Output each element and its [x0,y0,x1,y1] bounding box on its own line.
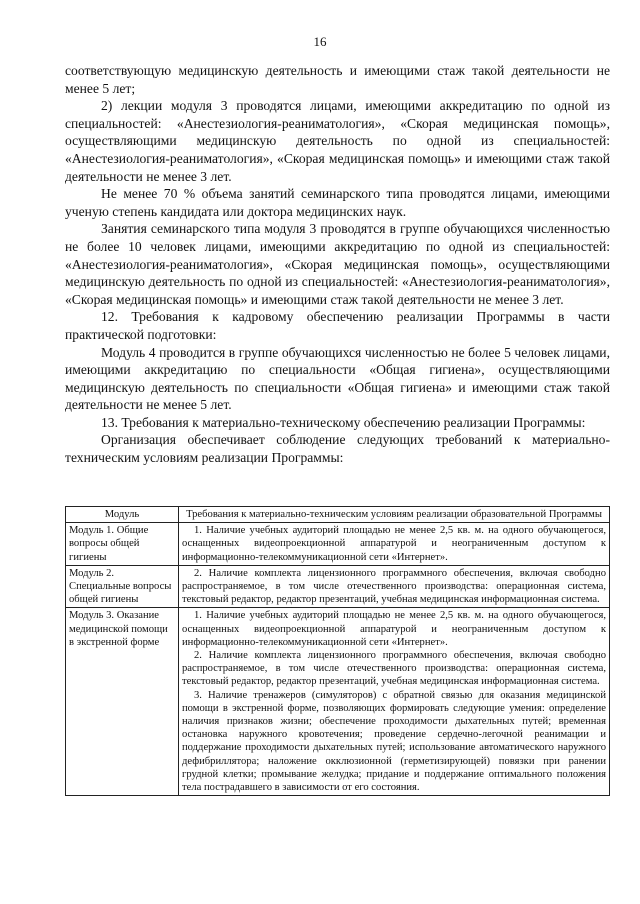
table-row [66,523,610,566]
module-cell: Модуль 1. Общие вопросы общей гигиены [66,523,179,566]
requirement-item: 2. Наличие комплекта лицензионного программного обеспечения, включая свободно распространяемое, в том числе отечественного производства: операционная система, текстовый редактор, редактор презентаций, учебная медицинская информационная система. [182,567,606,606]
section-heading-13: 13. Требования к материально-техническому обеспечению реализации Программы: [101,414,586,430]
column-header-module: Модуль [66,507,179,523]
requirement-item: 1. Наличие учебных аудиторий площадью не менее 2,5 кв. м. на одного обучающегося, оснащенных видеопроекционной аппаратурой и неограниченным доступом к информационно-телекоммуникационной сети «Интернет». [182,610,606,648]
page-number: 16 [313,34,327,49]
requirements-cell [179,565,610,608]
requirements-cell [179,608,610,796]
requirement-item: 3. Наличие тренажеров (симуляторов) с обратной связью для оказания медицинской помощи в экстренной форме, позволяющих формировать следующие умения: определение наличия признаков жизни; обеспечение проходимости дыхательных путей; временная остановка наружного кровотечения; проведение сердечно-легочной реанимации и поддержание проходимости дыхательных путей; использование автоматического наружного дефибриллятора; наложение окклюзионной (герметизирующей) повязки при ранении грудной клетки; промывание желудка; придание и поддержание оптимального положения тела пострадавшего в зависимости от его состояния. [182,689,606,794]
table-row [66,608,610,796]
module-cell: Модуль 2. Специальные вопросы общей гигиены [66,565,179,608]
column-header-requirements: Требования к материально-техническим условиям реализации образовательной Программы [179,507,610,523]
document-body [65,62,610,467]
paragraph: Организация обеспечивает соблюдение следующих требований к материально-техническим условиям реализации Программы: [65,432,610,466]
requirements-cell [179,523,610,566]
paragraph: Занятия семинарского типа модуля 3 проводятся в группе обучающихся численностью не более 10 человек лицами, имеющими аккредитацию по одной из специальностей: «Анестезиология-реаниматология», «Скорая медицинская помощь», осуществляющими медицинскую деятельность по одной из специальностей: «Анестезиология-реаниматология», «Скорая медицинская помощь» и имеющими стаж такой деятельности не менее 3 лет. [65,221,610,307]
section-heading-12: 12. Требования к кадровому обеспечению реализации Программы в части практической подготовки: [65,309,610,342]
module-cell: Модуль 3. Оказание медицинской помощи в экстренной форме [66,608,179,796]
paragraph: соответствующую медицинскую деятельность и имеющими стаж такой деятельности не менее 5 лет; [65,63,610,96]
paragraph: 2) лекции модуля 3 проводятся лицами, имеющими аккредитацию по одной из специальностей: «Анестезиология-реаниматология», «Скорая медицинская помощь», осуществляющими медицинскую деятельность по одной из специальностей: «Анестезиология-реаниматология», «Скорая медицинская помощь» и имеющими стаж такой деятельности не менее 3 лет. [65,98,610,184]
requirements-table [65,506,610,796]
paragraph: Модуль 4 проводится в группе обучающихся численностью не более 5 человек лицами, имеющими аккредитацию по специальности «Общая гигиена», осуществляющими медицинскую деятельность по специальности «Общая гигиена» и имеющими стаж такой деятельности не менее 5 лет. [65,344,610,413]
paragraph: Не менее 70 % объема занятий семинарского типа проводятся лицами, имеющими ученую степень кандидата или доктора медицинских наук. [65,186,610,219]
table-header-row [66,507,610,523]
table-row [66,565,610,608]
requirement-item: 1. Наличие учебных аудиторий площадью не менее 2,5 кв. м. на одного обучающегося, оснащенных видеопроекционной аппаратурой и неограниченным доступом к информационно-телекоммуникационной сети «Интернет». [182,525,606,563]
requirement-item: 2. Наличие комплекта лицензионного программного обеспечения, включая свободно распространяемое, в том числе отечественного производства: операционная система, текстовый редактор, редактор презентаций, учебная медицинская информационная система. [182,650,606,688]
